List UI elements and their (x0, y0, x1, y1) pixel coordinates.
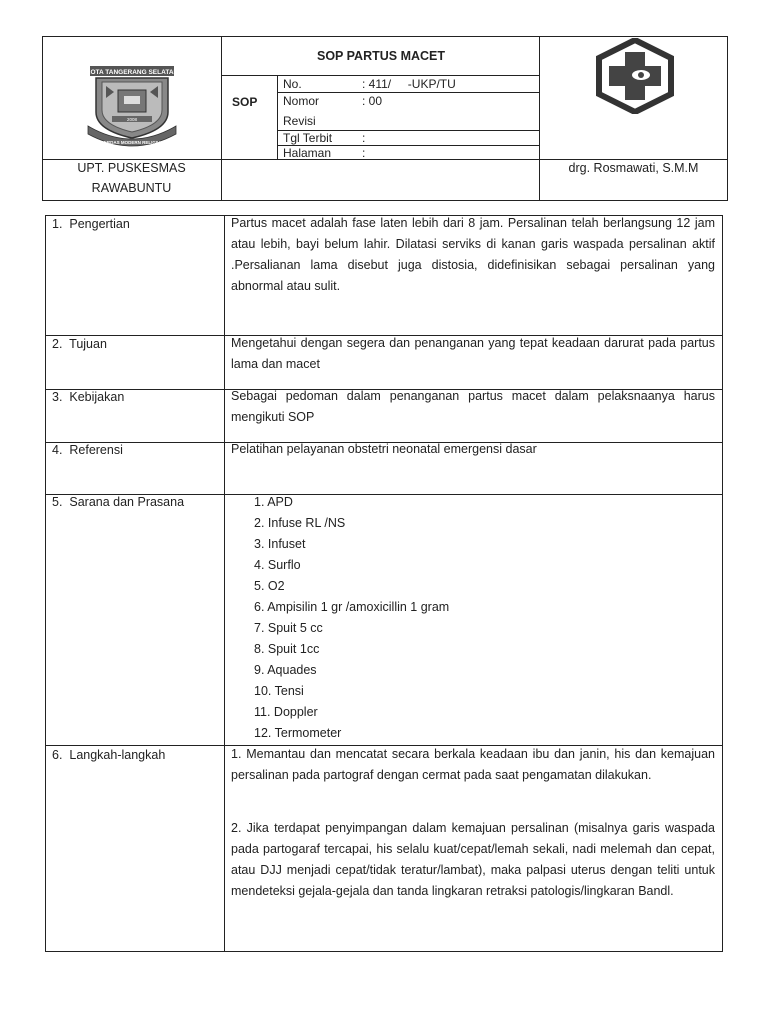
section-label-sarana: 5. Sarana dan Prasana (52, 495, 185, 509)
section-label-kebijakan: 3. Kebijakan (52, 390, 125, 404)
logo-year-text: 2008 (126, 117, 138, 122)
field-halaman-label: Halaman (283, 146, 332, 160)
list-item: 5. O2 (254, 579, 285, 593)
field-tgl-terbit-value: : (362, 131, 366, 145)
list-item: 6. Ampisilin 1 gr /amoxicillin 1 gram (254, 600, 450, 614)
section-text-pengertian: Partus macet adalah fase laten lebih dari 8 jam. Persalinan telah berlangsung 12 jam atau lebih, bayi belum lahir. Dilatasi serviks di kanan garis waspada persalinan aktif .Persalianan lama disebut juga distosia, didefinisikan sebagai persalinan yang abnormal atau sulit. (231, 216, 715, 293)
section-label-langkah: 6. Langkah-langkah (52, 748, 166, 762)
list-item: 12. Termometer (254, 726, 342, 740)
field-no-value: : 411/ -UKP/TU (362, 77, 456, 91)
field-tgl-terbit-label: Tgl Terbit (283, 131, 333, 145)
step-paragraph-1: 1. Memantau dan mencatat secara berkala keadaan ibu dan janin, his dan kemajuan persalinan pada partograf dengan cermat pada saat pengamatan dilakukan. (231, 747, 715, 782)
list-item: 3. Infuset (254, 537, 306, 551)
field-halaman-value: : (362, 146, 366, 160)
org-name-line1: UPT. PUSKESMAS (77, 161, 186, 175)
section-label-tujuan: 2. Tujuan (52, 337, 107, 351)
signatory-name: drg. Rosmawati, S.M.M (568, 161, 699, 175)
list-item: 2. Infuse RL /NS (254, 516, 346, 530)
list-item: 8. Spuit 1cc (254, 642, 320, 656)
document-title: SOP PARTUS MACET (316, 49, 446, 63)
field-no-label: No. (283, 77, 302, 91)
list-item: 10. Tensi (254, 684, 304, 698)
step-paragraph-2: 2. Jika terdapat penyimpangan dalam kemajuan persalinan (misalnya garis waspada pada partogaraf tercapai, his selalu kuat/cepat/lemah sekali, nadi melemah dan cepat, atau DJJ menjadi cepat/tidak teratur/lambat), maka palpasi uterus dengan teliti untuk mendeteksi gejala-gejala dan tanda lingkaran retraksi patologis/lingkaran Bandl. (231, 821, 715, 898)
list-item: 9. Aquades (254, 663, 317, 677)
section-text-kebijakan: Sebagai pedoman dalam penanganan partus macet dalam pelaksnaanya harus mengikuti SOP (231, 389, 715, 424)
org-name-line2: RAWABUNTU (91, 181, 172, 195)
field-nomor-value: : 00 (362, 94, 383, 108)
list-item: 4. Surflo (254, 558, 301, 572)
list-item: 1. APD (254, 495, 293, 509)
section-text-tujuan: Mengetahui dengan segera dan penanganan yang tepat keadaan darurat pada partus lama dan macet (231, 336, 715, 371)
field-revisi-label: Revisi (283, 114, 316, 128)
logo-banner-text: KOTA TANGERANG SELATAN (85, 69, 179, 76)
section-label-pengertian: 1. Pengertian (52, 217, 130, 231)
sop-label: SOP (232, 95, 258, 109)
list-item: 11. Doppler (254, 705, 318, 719)
section-text-referensi: Pelatihan pelayanan obstetri neonatal emergensi dasar (231, 442, 537, 456)
section-label-referensi: 4. Referensi (52, 443, 123, 457)
health-cross-logo (595, 38, 675, 114)
logo-ribbon-text: CERDAS MODERN RELIGIUS (100, 140, 164, 145)
list-item: 7. Spuit 5 cc (254, 621, 323, 635)
city-crest-logo (82, 64, 182, 148)
field-nomor-label: Nomor (283, 94, 320, 108)
